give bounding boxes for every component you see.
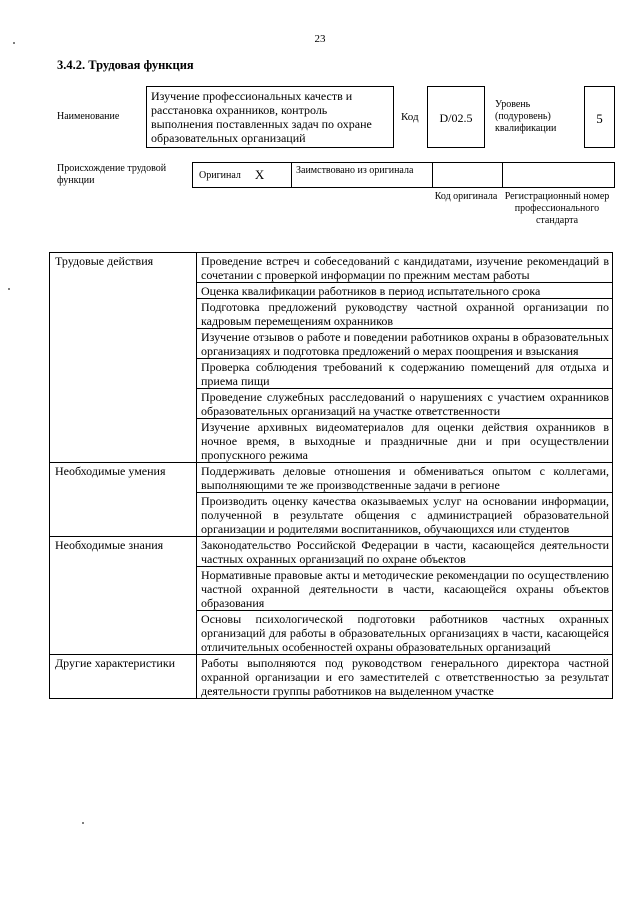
original-code-cell — [432, 162, 503, 188]
category-cell: Необходимые знания — [50, 537, 197, 655]
code-value-box: D/02.5 — [427, 86, 485, 148]
item-cell: Оценка квалификации работников в период испытательного срока — [197, 283, 613, 299]
code-label: Код — [401, 111, 419, 123]
table-row — [50, 537, 613, 567]
function-name-box: Изучение профессиональных качеств и расстановка охранников, контроль выполнения поставленных задач по охране образовательных организаций — [146, 86, 394, 148]
item-cell: Изучение архивных видеоматериалов для оценки действия охранников в ночное время, в выходные и праздничные дни и при осуществлении пропускного режима — [197, 419, 613, 463]
category-cell: Необходимые умения — [50, 463, 197, 537]
category-cell: Трудовые действия — [50, 253, 197, 463]
item-cell: Работы выполняются под руководством генерального директора частной охранной организации и его заместителей с ответственностью за результат деятельности группы работников на выделенном участке — [197, 655, 613, 699]
reg-number-cell — [502, 162, 615, 188]
item-cell: Поддерживать деловые отношения и обмениваться опытом с коллегами, выполняющими те же производственные задачи в регионе — [197, 463, 613, 493]
level-value-box: 5 — [584, 86, 615, 148]
code-of-original-caption: Код оригинала — [434, 191, 498, 202]
item-cell: Проведение встреч и собеседований с кандидатами, изучение рекомендаций в сочетании с проверкой информации по прежним местам работы — [197, 253, 613, 283]
requirements-table — [49, 252, 613, 699]
origin-label: Происхождение трудовой функции — [57, 163, 167, 186]
name-label: Наименование — [57, 111, 120, 122]
item-cell: Проверка соблюдения требований к содержанию помещений для отдыха и приема пищи — [197, 359, 613, 389]
item-cell: Подготовка предложений руководству частной охранной организации по кадровым перемещениям охранников — [197, 299, 613, 329]
item-cell: Нормативные правовые акты и методические рекомендации по осуществлению частной охранной деятельности в части, касающейся охраны объектов образования — [197, 567, 613, 611]
category-cell: Другие характеристики — [50, 655, 197, 699]
item-cell: Изучение отзывов о работе и поведении работников охраны в образовательных организациях и подготовка предложений о мерах поощрения и взыскания — [197, 329, 613, 359]
item-cell: Основы психологической подготовки работников частных охранных организаций для работы в образовательных организациях в части, касающейся отличительных особенностей охраны образовательных организаций — [197, 611, 613, 655]
scan-speck — [13, 42, 15, 44]
item-cell: Законодательство Российской Федерации в части, касающейся деятельности частных охранных организаций по охране объектов — [197, 537, 613, 567]
scan-speck — [8, 288, 10, 290]
table-row — [50, 463, 613, 493]
original-cell — [192, 162, 292, 188]
page-number: 23 — [314, 33, 326, 45]
origin-row — [193, 162, 616, 188]
reg-number-caption: Регистрационный номер профессионального стандарта — [504, 191, 610, 226]
level-label: Уровень (подуровень) квалификации — [495, 99, 557, 134]
item-cell: Проведение служебных расследований о нарушениях с участием охранников образовательных организаций на участке ответственности — [197, 389, 613, 419]
borrowed-cell: Заимствовано из оригинала — [291, 162, 433, 188]
section-title: 3.4.2. Трудовая функция — [57, 58, 194, 72]
original-mark: X — [254, 167, 265, 182]
item-cell: Производить оценку качества оказываемых услуг на основании информации, полученной в результате общения с администрацией образовательной организации и родителями воспитанников, обучающихся или студентов — [197, 493, 613, 537]
table-row — [50, 655, 613, 699]
scan-speck — [82, 822, 84, 824]
table-row — [50, 253, 613, 283]
original-label: Оригинал — [199, 169, 241, 181]
